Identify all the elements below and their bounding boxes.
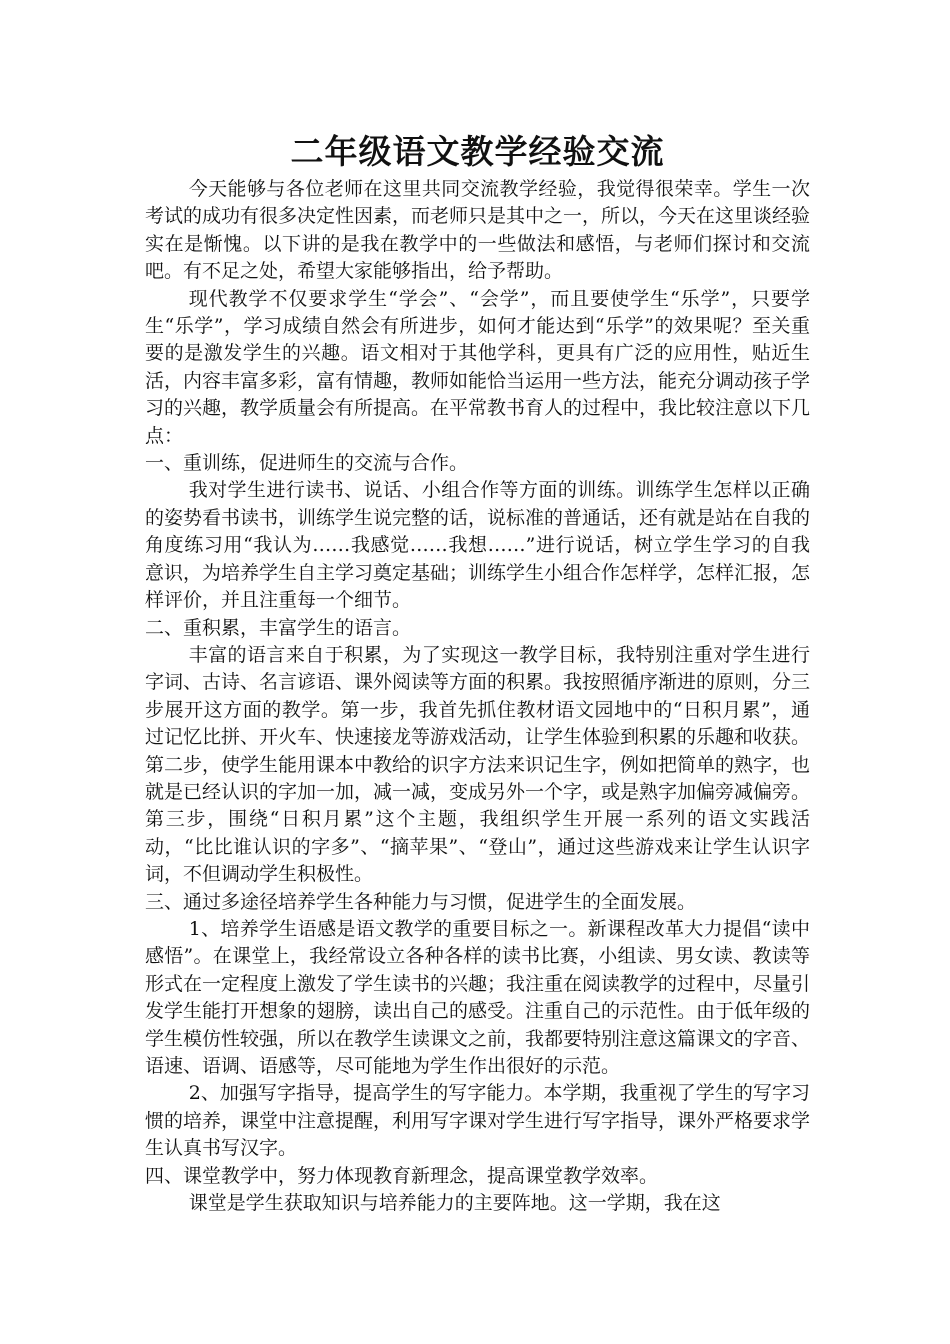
section-heading-2: 二、重积累，丰富学生的语言。 bbox=[145, 616, 412, 639]
document-title: 二年级语文教学经验交流 bbox=[290, 132, 665, 171]
section-heading-3: 三、通过多途径培养学生各种能力与习惯，促进学生的全面发展。 bbox=[145, 890, 697, 913]
paragraph-motivation: 现代教学不仅要求学生“学会”、“会学”，而且要使学生“乐学”，只要学生“乐学”，学习成绩自然会有所进步，如何才能达到“乐学”的效果呢？至关重要的是激发学生的兴趣。语文相对于其他学科，更具有广泛的应用性，贴近生活，内容丰富多彩，富有情趣，教师如能恰当运用一些方法，能充分调动孩子学习的兴趣，教学质量会有所提高。在平常教书育人的过程中，我比较注意以下几点： bbox=[145, 287, 811, 447]
paragraph-classroom: 课堂是学生获取知识与培养能力的主要阵地。这一学期，我在这 bbox=[188, 1192, 721, 1215]
section-heading-4: 四、课堂教学中，努力体现教育新理念，提高课堂教学效率。 bbox=[145, 1164, 659, 1187]
paragraph-reading-sense: 1、培养学生语感是语文教学的重要目标之一。新课程改革大力提倡“读中感悟”。在课堂上，我经常设立各种各样的读书比赛，小组读、男女读、教读等形式在一定程度上激发了学生读书的兴趣；我注重在阅读教学的过程中，尽量引发学生能打开想象的翅膀，读出自己的感受。注重自己的示范性。由于低年级的学生模仿性较强，所以在教学生读课文之前，我都要特别注意这篇课文的字音、语速、语调、语感等，尽可能地为学生作出很好的示范。 bbox=[145, 917, 811, 1077]
paragraph-writing: 2、加强写字指导，提高学生的写字能力。本学期，我重视了学生的写字习惯的培养，课堂中注意提醒，利用写字课对学生进行写字指导，课外严格要求学生认真书写汉字。 bbox=[145, 1082, 811, 1160]
section-heading-1: 一、重训练，促进师生的交流与合作。 bbox=[145, 452, 469, 475]
paragraph-intro: 今天能够与各位老师在这里共同交流教学经验，我觉得很荣幸。学生一次考试的成功有很多决定性因素，而老师只是其中之一，所以，今天在这里谈经验实在是惭愧。以下讲的是我在教学中的一些做法和感悟，与老师们探讨和交流吧。有不足之处，希望大家能够指出，给予帮助。 bbox=[145, 178, 811, 283]
paragraph-training: 我对学生进行读书、说话、小组合作等方面的训练。训练学生怎样以正确的姿势看书读书，训练学生说完整的话，说标准的普通话，还有就是站在自我的角度练习用“我认为……我感觉……我想……”进行说话，树立学生学习的自我意识，为培养学生自主学习奠定基础；训练学生小组合作怎样学，怎样汇报，怎样评价，并且注重每一个细节。 bbox=[145, 479, 811, 612]
paragraph-accumulation: 丰富的语言来自于积累，为了实现这一教学目标，我特别注重对学生进行字词、古诗、名言谚语、课外阅读等方面的积累。我按照循序渐进的原则，分三步展开这方面的教学。第一步，我首先抓住教材语文园地中的“日积月累”，通过记忆比拼、开火车、快速接龙等游戏活动，让学生体验到积累的乐趣和收获。第二步，使学生能用课本中教给的识字方法来识记生字，例如把简单的熟字，也就是已经认识的字加一加，减一减，变成另外一个字，或是熟字加偏旁减偏旁。第三步，围绕“日积月累”这个主题，我组织学生开展一系列的语文实践活动，“比比谁认识的字多”、“摘苹果”、“登山”，通过这些游戏来让学生认识字词，不但调动学生积极性。 bbox=[145, 643, 811, 886]
document-page bbox=[145, 128, 810, 1217]
